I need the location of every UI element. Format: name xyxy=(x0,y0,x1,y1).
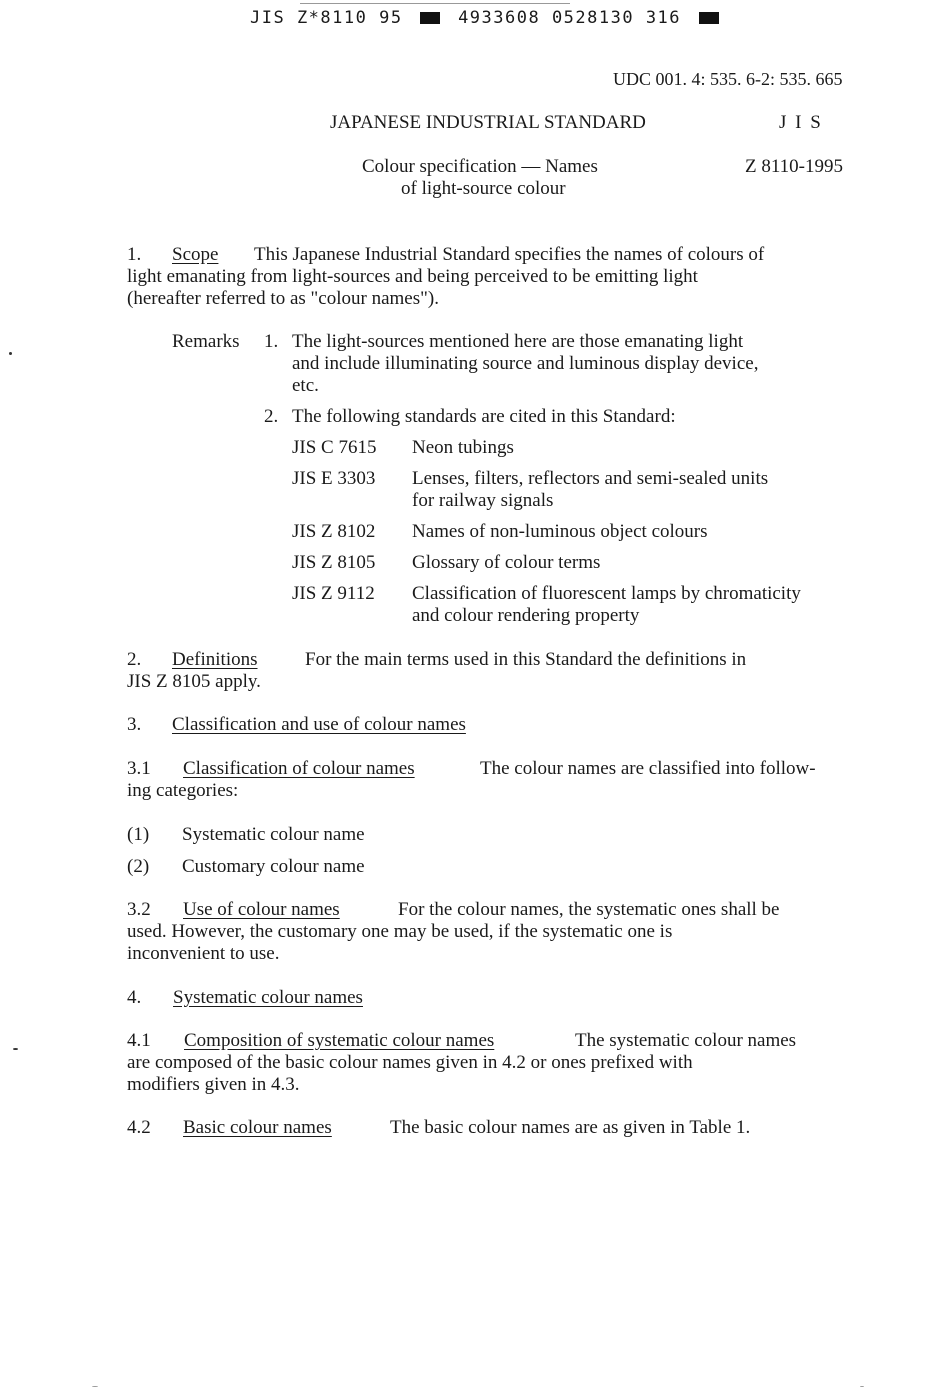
section-heading: Composition of systematic colour names xyxy=(184,1030,495,1051)
paragraph-line: inconvenient to use. xyxy=(127,943,280,964)
section-heading: Basic colour names xyxy=(183,1117,332,1138)
section-number: 2. xyxy=(127,649,142,670)
standard-title: Lenses, filters, reflectors and semi-sealed units xyxy=(412,468,769,489)
header-block-mark-end xyxy=(699,12,719,24)
standard-title: Classification of fluorescent lamps by chromaticity xyxy=(412,583,801,604)
header-top-rule xyxy=(300,3,570,4)
header-block-mark xyxy=(420,12,440,24)
paragraph-line: used. However, the customary one may be used, if the systematic one is xyxy=(127,921,673,942)
doc-title-line2: of light-source colour xyxy=(401,178,566,199)
paragraph-line: The colour names are classified into follow- xyxy=(480,758,816,779)
paragraph-line: The systematic colour names xyxy=(575,1030,797,1051)
remark-line: and include illuminating source and luminous display device, xyxy=(292,353,759,374)
standard-code: JIS C 7615 xyxy=(292,437,377,458)
section-number: 3.2 xyxy=(127,899,151,920)
paragraph-line: For the main terms used in this Standard the definitions in xyxy=(305,649,747,670)
remark-line: The light-sources mentioned here are those emanating light xyxy=(292,331,744,352)
paragraph-line: For the colour names, the systematic ones shall be xyxy=(398,899,780,920)
paragraph-line: JIS Z 8105 apply. xyxy=(127,671,261,692)
section-number: 3.1 xyxy=(127,758,151,779)
section-number: 4. xyxy=(127,987,142,1008)
scan-speck xyxy=(860,1386,864,1387)
standard-code: JIS Z 9112 xyxy=(292,583,375,604)
standard-code: JIS Z 8102 xyxy=(292,521,376,542)
remark-number: 2. xyxy=(264,406,279,427)
remarks-label: Remarks xyxy=(172,331,240,352)
list-item: Systematic colour name xyxy=(182,824,365,845)
paragraph-line: are composed of the basic colour names given in 4.2 or ones prefixed with xyxy=(127,1052,693,1073)
list-item: Customary colour name xyxy=(182,856,365,877)
section-heading: Use of colour names xyxy=(183,899,340,920)
standard-title: Neon tubings xyxy=(412,437,514,458)
jis-mark: J I S xyxy=(779,112,823,133)
list-item-number: (2) xyxy=(127,856,150,877)
section-heading: Classification of colour names xyxy=(183,758,415,779)
standard-title: for railway signals xyxy=(412,490,554,511)
standard-code: JIS E 3303 xyxy=(292,468,376,489)
udc-code: UDC 001. 4: 535. 6-2: 535. 665 xyxy=(613,69,843,89)
standard-title: Glossary of colour terms xyxy=(412,552,601,573)
remark-line: etc. xyxy=(292,375,319,396)
scan-speck xyxy=(92,1386,98,1387)
section-heading: Definitions xyxy=(172,649,258,670)
section-number: 4.1 xyxy=(127,1030,151,1051)
section-heading: Classification and use of colour names xyxy=(172,714,466,735)
section-number: 3. xyxy=(127,714,142,735)
remark-line: The following standards are cited in this Standard: xyxy=(292,406,676,427)
section-number: 4.2 xyxy=(127,1117,151,1138)
paragraph-line: modifiers given in 4.3. xyxy=(127,1074,300,1095)
header-code-line xyxy=(250,8,725,28)
header-code-left: JIS Z*8110 95 xyxy=(250,8,403,28)
section-heading: Systematic colour names xyxy=(173,987,363,1008)
standard-code: JIS Z 8105 xyxy=(292,552,376,573)
standard-title: JAPANESE INDUSTRIAL STANDARD xyxy=(330,112,646,133)
paragraph-line: This Japanese Industrial Standard specifies the names of colours of xyxy=(254,244,765,265)
section-number: 1. xyxy=(127,244,142,265)
remark-number: 1. xyxy=(264,331,279,352)
paragraph-line: light emanating from light-sources and being perceived to be emitting light xyxy=(127,266,698,287)
doc-title-line1: Colour specification — Names xyxy=(362,156,598,177)
standard-title: and colour rendering property xyxy=(412,605,640,626)
doc-number: Z 8110-1995 xyxy=(745,156,843,177)
standard-title: Names of non-luminous object colours xyxy=(412,521,708,542)
paragraph-line: (hereafter referred to as "colour names"). xyxy=(127,288,439,309)
list-item-number: (1) xyxy=(127,824,150,845)
scan-speck xyxy=(13,1048,18,1050)
section-heading: Scope xyxy=(172,244,219,265)
paragraph-line: The basic colour names are as given in Table 1. xyxy=(390,1117,751,1138)
header-code-middle: 4933608 0528130 316 xyxy=(458,8,682,28)
scan-speck xyxy=(9,352,12,355)
paragraph-line: ing categories: xyxy=(127,780,239,801)
